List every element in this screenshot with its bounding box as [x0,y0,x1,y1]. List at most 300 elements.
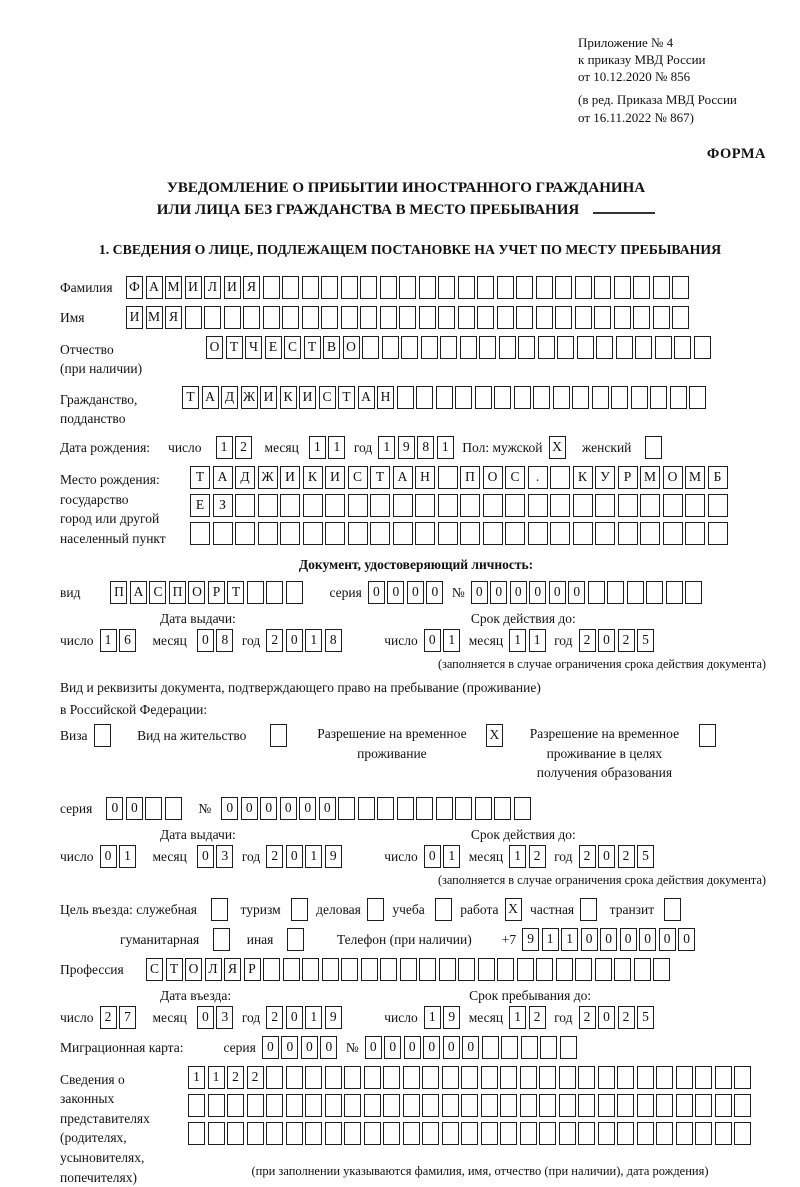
char-cell[interactable]: Т [182,386,199,409]
char-cell[interactable] [550,466,570,489]
char-cell[interactable]: 0 [424,845,441,868]
char-cell[interactable] [185,306,202,329]
char-cell[interactable] [393,522,413,545]
char-cell[interactable] [708,522,728,545]
char-cell[interactable] [287,928,304,951]
char-cell[interactable]: 0 [365,1036,382,1059]
char-cell[interactable] [550,494,570,517]
char-cell[interactable]: 0 [286,629,303,652]
char-cell[interactable] [521,1036,538,1059]
char-cell[interactable]: 0 [549,581,566,604]
char-cell[interactable]: 0 [197,845,214,868]
char-cell[interactable]: 0 [598,629,615,652]
char-cell[interactable] [321,306,338,329]
char-cell[interactable]: 7 [119,1006,136,1029]
char-cell[interactable]: Ч [245,336,262,359]
char-cell[interactable]: 0 [490,581,507,604]
char-cell[interactable]: Ж [258,466,278,489]
char-cell[interactable]: 2 [266,1006,283,1029]
char-cell[interactable] [341,958,358,981]
char-cell[interactable] [598,1066,615,1089]
char-cell[interactable]: В [323,336,340,359]
char-cell[interactable] [235,522,255,545]
char-cell[interactable]: Д [221,386,238,409]
char-cell[interactable] [403,1066,420,1089]
char-cell[interactable] [536,306,553,329]
char-cell[interactable] [243,306,260,329]
char-cell[interactable]: У [595,466,615,489]
char-cell[interactable] [302,276,319,299]
char-cell[interactable]: 2 [266,845,283,868]
char-cell[interactable]: 1 [305,1006,322,1029]
char-cell[interactable] [734,1066,751,1089]
char-cell[interactable] [380,958,397,981]
char-cell[interactable]: Я [165,306,182,329]
char-cell[interactable] [516,306,533,329]
char-cell[interactable] [616,336,633,359]
char-cell[interactable]: 0 [260,797,277,820]
char-cell[interactable] [656,1094,673,1117]
char-cell[interactable]: О [185,958,202,981]
char-cell[interactable] [227,1094,244,1117]
char-cell[interactable]: 6 [119,629,136,652]
char-cell[interactable] [482,1036,499,1059]
char-cell[interactable]: 0 [286,845,303,868]
char-cell[interactable]: Т [166,958,183,981]
char-cell[interactable] [557,336,574,359]
char-cell[interactable]: З [213,494,233,517]
char-cell[interactable] [650,386,667,409]
char-cell[interactable] [338,797,355,820]
char-cell[interactable] [481,1122,498,1145]
char-cell[interactable]: 2 [235,436,252,459]
char-cell[interactable] [538,336,555,359]
char-cell[interactable] [715,1066,732,1089]
char-cell[interactable] [348,494,368,517]
char-cell[interactable]: 1 [561,928,578,951]
char-cell[interactable] [270,724,287,747]
char-cell[interactable] [344,1066,361,1089]
char-cell[interactable] [302,306,319,329]
char-cell[interactable]: 3 [216,1006,233,1029]
char-cell[interactable] [501,1036,518,1059]
char-cell[interactable] [734,1094,751,1117]
char-cell[interactable] [282,306,299,329]
char-cell[interactable] [397,797,414,820]
char-cell[interactable] [458,276,475,299]
char-cell[interactable]: И [299,386,316,409]
char-cell[interactable] [460,494,480,517]
char-cell[interactable] [518,336,535,359]
char-cell[interactable] [734,1122,751,1145]
char-cell[interactable] [258,494,278,517]
char-cell[interactable]: 0 [126,797,143,820]
char-cell[interactable] [348,522,368,545]
char-cell[interactable] [497,306,514,329]
char-cell[interactable] [598,1122,615,1145]
char-cell[interactable]: X [486,724,503,747]
char-cell[interactable] [559,1122,576,1145]
char-cell[interactable] [634,958,651,981]
char-cell[interactable]: Н [415,466,435,489]
char-cell[interactable] [370,494,390,517]
char-cell[interactable]: 0 [471,581,488,604]
char-cell[interactable] [401,336,418,359]
char-cell[interactable]: И [224,276,241,299]
char-cell[interactable] [500,1122,517,1145]
char-cell[interactable] [640,522,660,545]
char-cell[interactable] [676,1122,693,1145]
char-cell[interactable]: 0 [510,581,527,604]
char-cell[interactable] [438,466,458,489]
char-cell[interactable]: 0 [106,797,123,820]
char-cell[interactable] [520,1094,537,1117]
char-cell[interactable] [415,494,435,517]
char-cell[interactable] [436,386,453,409]
char-cell[interactable] [556,958,573,981]
char-cell[interactable] [655,336,672,359]
char-cell[interactable] [165,797,182,820]
char-cell[interactable] [383,1066,400,1089]
char-cell[interactable] [204,306,221,329]
char-cell[interactable]: Р [244,958,261,981]
char-cell[interactable]: Л [204,276,221,299]
char-cell[interactable]: 0 [299,797,316,820]
char-cell[interactable]: 1 [305,629,322,652]
char-cell[interactable] [190,522,210,545]
char-cell[interactable] [370,522,390,545]
char-cell[interactable] [553,386,570,409]
char-cell[interactable]: 0 [368,581,385,604]
char-cell[interactable] [344,1122,361,1145]
char-cell[interactable] [494,386,511,409]
char-cell[interactable] [637,1066,654,1089]
char-cell[interactable] [536,276,553,299]
char-cell[interactable] [438,306,455,329]
char-cell[interactable] [461,1066,478,1089]
char-cell[interactable] [646,581,663,604]
char-cell[interactable] [516,276,533,299]
char-cell[interactable]: 1 [100,629,117,652]
char-cell[interactable] [694,336,711,359]
char-cell[interactable]: С [505,466,525,489]
char-cell[interactable] [419,306,436,329]
char-cell[interactable] [550,522,570,545]
char-cell[interactable] [422,1122,439,1145]
char-cell[interactable] [94,724,111,747]
char-cell[interactable]: К [573,466,593,489]
char-cell[interactable] [672,276,689,299]
char-cell[interactable] [280,494,300,517]
char-cell[interactable] [303,494,323,517]
char-cell[interactable]: Я [243,276,260,299]
char-cell[interactable] [614,306,631,329]
char-cell[interactable] [618,522,638,545]
char-cell[interactable]: А [213,466,233,489]
char-cell[interactable] [282,276,299,299]
char-cell[interactable]: 0 [424,629,441,652]
char-cell[interactable] [577,336,594,359]
char-cell[interactable] [483,522,503,545]
char-cell[interactable] [460,522,480,545]
char-cell[interactable] [422,1066,439,1089]
char-cell[interactable] [362,336,379,359]
char-cell[interactable] [266,581,283,604]
char-cell[interactable]: О [188,581,205,604]
char-cell[interactable] [247,1094,264,1117]
char-cell[interactable]: 2 [618,629,635,652]
char-cell[interactable]: 2 [618,1006,635,1029]
char-cell[interactable]: П [460,466,480,489]
char-cell[interactable]: Р [618,466,638,489]
char-cell[interactable] [594,306,611,329]
char-cell[interactable]: А [130,581,147,604]
char-cell[interactable] [438,494,458,517]
char-cell[interactable]: Т [370,466,390,489]
char-cell[interactable] [477,306,494,329]
char-cell[interactable]: 1 [188,1066,205,1089]
char-cell[interactable]: П [110,581,127,604]
char-cell[interactable] [505,522,525,545]
char-cell[interactable]: 0 [241,797,258,820]
char-cell[interactable]: 1 [509,1006,526,1029]
char-cell[interactable] [263,276,280,299]
char-cell[interactable] [377,797,394,820]
char-cell[interactable]: И [126,306,143,329]
char-cell[interactable]: 0 [286,1006,303,1029]
char-cell[interactable]: Е [265,336,282,359]
char-cell[interactable] [640,494,660,517]
char-cell[interactable] [403,1122,420,1145]
char-cell[interactable]: О [343,336,360,359]
char-cell[interactable] [653,958,670,981]
char-cell[interactable]: И [260,386,277,409]
char-cell[interactable] [528,522,548,545]
char-cell[interactable]: 0 [423,1036,440,1059]
char-cell[interactable] [559,1094,576,1117]
char-cell[interactable]: С [146,958,163,981]
char-cell[interactable] [637,1094,654,1117]
char-cell[interactable]: 1 [208,1066,225,1089]
char-cell[interactable]: С [319,386,336,409]
char-cell[interactable] [614,276,631,299]
char-cell[interactable]: 1 [328,436,345,459]
char-cell[interactable] [461,1094,478,1117]
char-cell[interactable]: Т [190,466,210,489]
char-cell[interactable]: 0 [197,1006,214,1029]
char-cell[interactable] [614,958,631,981]
char-cell[interactable] [645,436,662,459]
char-cell[interactable] [618,494,638,517]
char-cell[interactable] [383,1094,400,1117]
char-cell[interactable] [572,386,589,409]
char-cell[interactable] [653,276,670,299]
char-cell[interactable] [539,1094,556,1117]
char-cell[interactable] [286,581,303,604]
char-cell[interactable]: 8 [417,436,434,459]
char-cell[interactable] [560,1036,577,1059]
char-cell[interactable] [520,1066,537,1089]
char-cell[interactable] [422,1094,439,1117]
char-cell[interactable]: С [149,581,166,604]
char-cell[interactable]: Д [235,466,255,489]
char-cell[interactable] [344,1094,361,1117]
char-cell[interactable]: 8 [216,629,233,652]
char-cell[interactable]: 0 [600,928,617,951]
char-cell[interactable] [213,522,233,545]
char-cell[interactable] [305,1094,322,1117]
char-cell[interactable]: 1 [216,436,233,459]
char-cell[interactable] [367,898,384,921]
char-cell[interactable] [573,494,593,517]
char-cell[interactable] [575,276,592,299]
char-cell[interactable]: 0 [384,1036,401,1059]
char-cell[interactable] [514,797,531,820]
char-cell[interactable] [247,581,264,604]
char-cell[interactable] [578,1066,595,1089]
char-cell[interactable]: Л [205,958,222,981]
char-cell[interactable] [536,958,553,981]
char-cell[interactable] [497,958,514,981]
char-cell[interactable]: Ф [126,276,143,299]
char-cell[interactable] [266,1094,283,1117]
char-cell[interactable] [393,494,413,517]
char-cell[interactable] [397,386,414,409]
char-cell[interactable] [497,276,514,299]
char-cell[interactable]: О [483,466,503,489]
char-cell[interactable]: С [348,466,368,489]
char-cell[interactable] [435,898,452,921]
char-cell[interactable]: 2 [247,1066,264,1089]
char-cell[interactable] [291,898,308,921]
char-cell[interactable]: 1 [509,629,526,652]
char-cell[interactable] [653,306,670,329]
char-cell[interactable]: 0 [221,797,238,820]
char-cell[interactable]: О [663,466,683,489]
char-cell[interactable] [685,494,705,517]
char-cell[interactable]: Я [224,958,241,981]
char-cell[interactable]: 1 [378,436,395,459]
char-cell[interactable] [505,494,525,517]
char-cell[interactable]: 0 [581,928,598,951]
char-cell[interactable] [325,1066,342,1089]
char-cell[interactable]: 0 [100,845,117,868]
char-cell[interactable] [266,1066,283,1089]
char-cell[interactable] [528,494,548,517]
char-cell[interactable]: К [280,386,297,409]
char-cell[interactable] [663,494,683,517]
char-cell[interactable] [188,1094,205,1117]
char-cell[interactable] [539,1066,556,1089]
char-cell[interactable]: 2 [579,1006,596,1029]
char-cell[interactable] [695,1066,712,1089]
char-cell[interactable]: П [169,581,186,604]
char-cell[interactable] [286,1094,303,1117]
char-cell[interactable]: 1 [119,845,136,868]
char-cell[interactable] [578,1122,595,1145]
char-cell[interactable]: Б [708,466,728,489]
char-cell[interactable]: 1 [305,845,322,868]
char-cell[interactable]: 3 [216,845,233,868]
char-cell[interactable] [360,276,377,299]
char-cell[interactable] [208,1122,225,1145]
char-cell[interactable]: Е [190,494,210,517]
char-cell[interactable] [325,1122,342,1145]
char-cell[interactable] [358,797,375,820]
char-cell[interactable] [380,276,397,299]
char-cell[interactable]: 1 [443,629,460,652]
char-cell[interactable]: 0 [462,1036,479,1059]
char-cell[interactable] [305,1066,322,1089]
char-cell[interactable]: 9 [325,845,342,868]
char-cell[interactable] [325,1094,342,1117]
char-cell[interactable] [592,386,609,409]
char-cell[interactable] [631,386,648,409]
char-cell[interactable]: 0 [319,797,336,820]
char-cell[interactable] [664,898,681,921]
char-cell[interactable]: 0 [320,1036,337,1059]
char-cell[interactable] [708,494,728,517]
char-cell[interactable] [382,336,399,359]
char-cell[interactable] [533,386,550,409]
char-cell[interactable] [145,797,162,820]
char-cell[interactable]: Т [227,581,244,604]
char-cell[interactable] [611,386,628,409]
char-cell[interactable] [555,306,572,329]
char-cell[interactable]: Т [226,336,243,359]
char-cell[interactable] [213,928,230,951]
char-cell[interactable] [520,1122,537,1145]
char-cell[interactable] [458,306,475,329]
char-cell[interactable] [258,522,278,545]
char-cell[interactable]: А [358,386,375,409]
char-cell[interactable] [477,276,494,299]
char-cell[interactable]: К [303,466,323,489]
char-cell[interactable] [481,1094,498,1117]
char-cell[interactable] [656,1122,673,1145]
char-cell[interactable]: И [185,276,202,299]
char-cell[interactable] [500,1066,517,1089]
char-cell[interactable]: И [280,466,300,489]
char-cell[interactable] [685,581,702,604]
char-cell[interactable]: М [146,306,163,329]
char-cell[interactable]: 1 [509,845,526,868]
char-cell[interactable] [666,581,683,604]
char-cell[interactable] [461,1122,478,1145]
char-cell[interactable]: А [202,386,219,409]
char-cell[interactable] [499,336,516,359]
char-cell[interactable] [475,797,492,820]
char-cell[interactable] [617,1094,634,1117]
char-cell[interactable]: 1 [424,1006,441,1029]
char-cell[interactable]: 5 [637,629,654,652]
char-cell[interactable]: 0 [197,629,214,652]
char-cell[interactable] [460,336,477,359]
char-cell[interactable] [633,276,650,299]
char-cell[interactable] [303,522,323,545]
char-cell[interactable]: 9 [443,1006,460,1029]
char-cell[interactable]: Н [377,386,394,409]
char-cell[interactable] [455,386,472,409]
char-cell[interactable] [595,494,615,517]
char-cell[interactable]: 0 [659,928,676,951]
char-cell[interactable] [419,958,436,981]
char-cell[interactable] [436,797,453,820]
char-cell[interactable]: 0 [301,1036,318,1059]
char-cell[interactable]: А [146,276,163,299]
char-cell[interactable] [188,1122,205,1145]
char-cell[interactable] [364,1094,381,1117]
